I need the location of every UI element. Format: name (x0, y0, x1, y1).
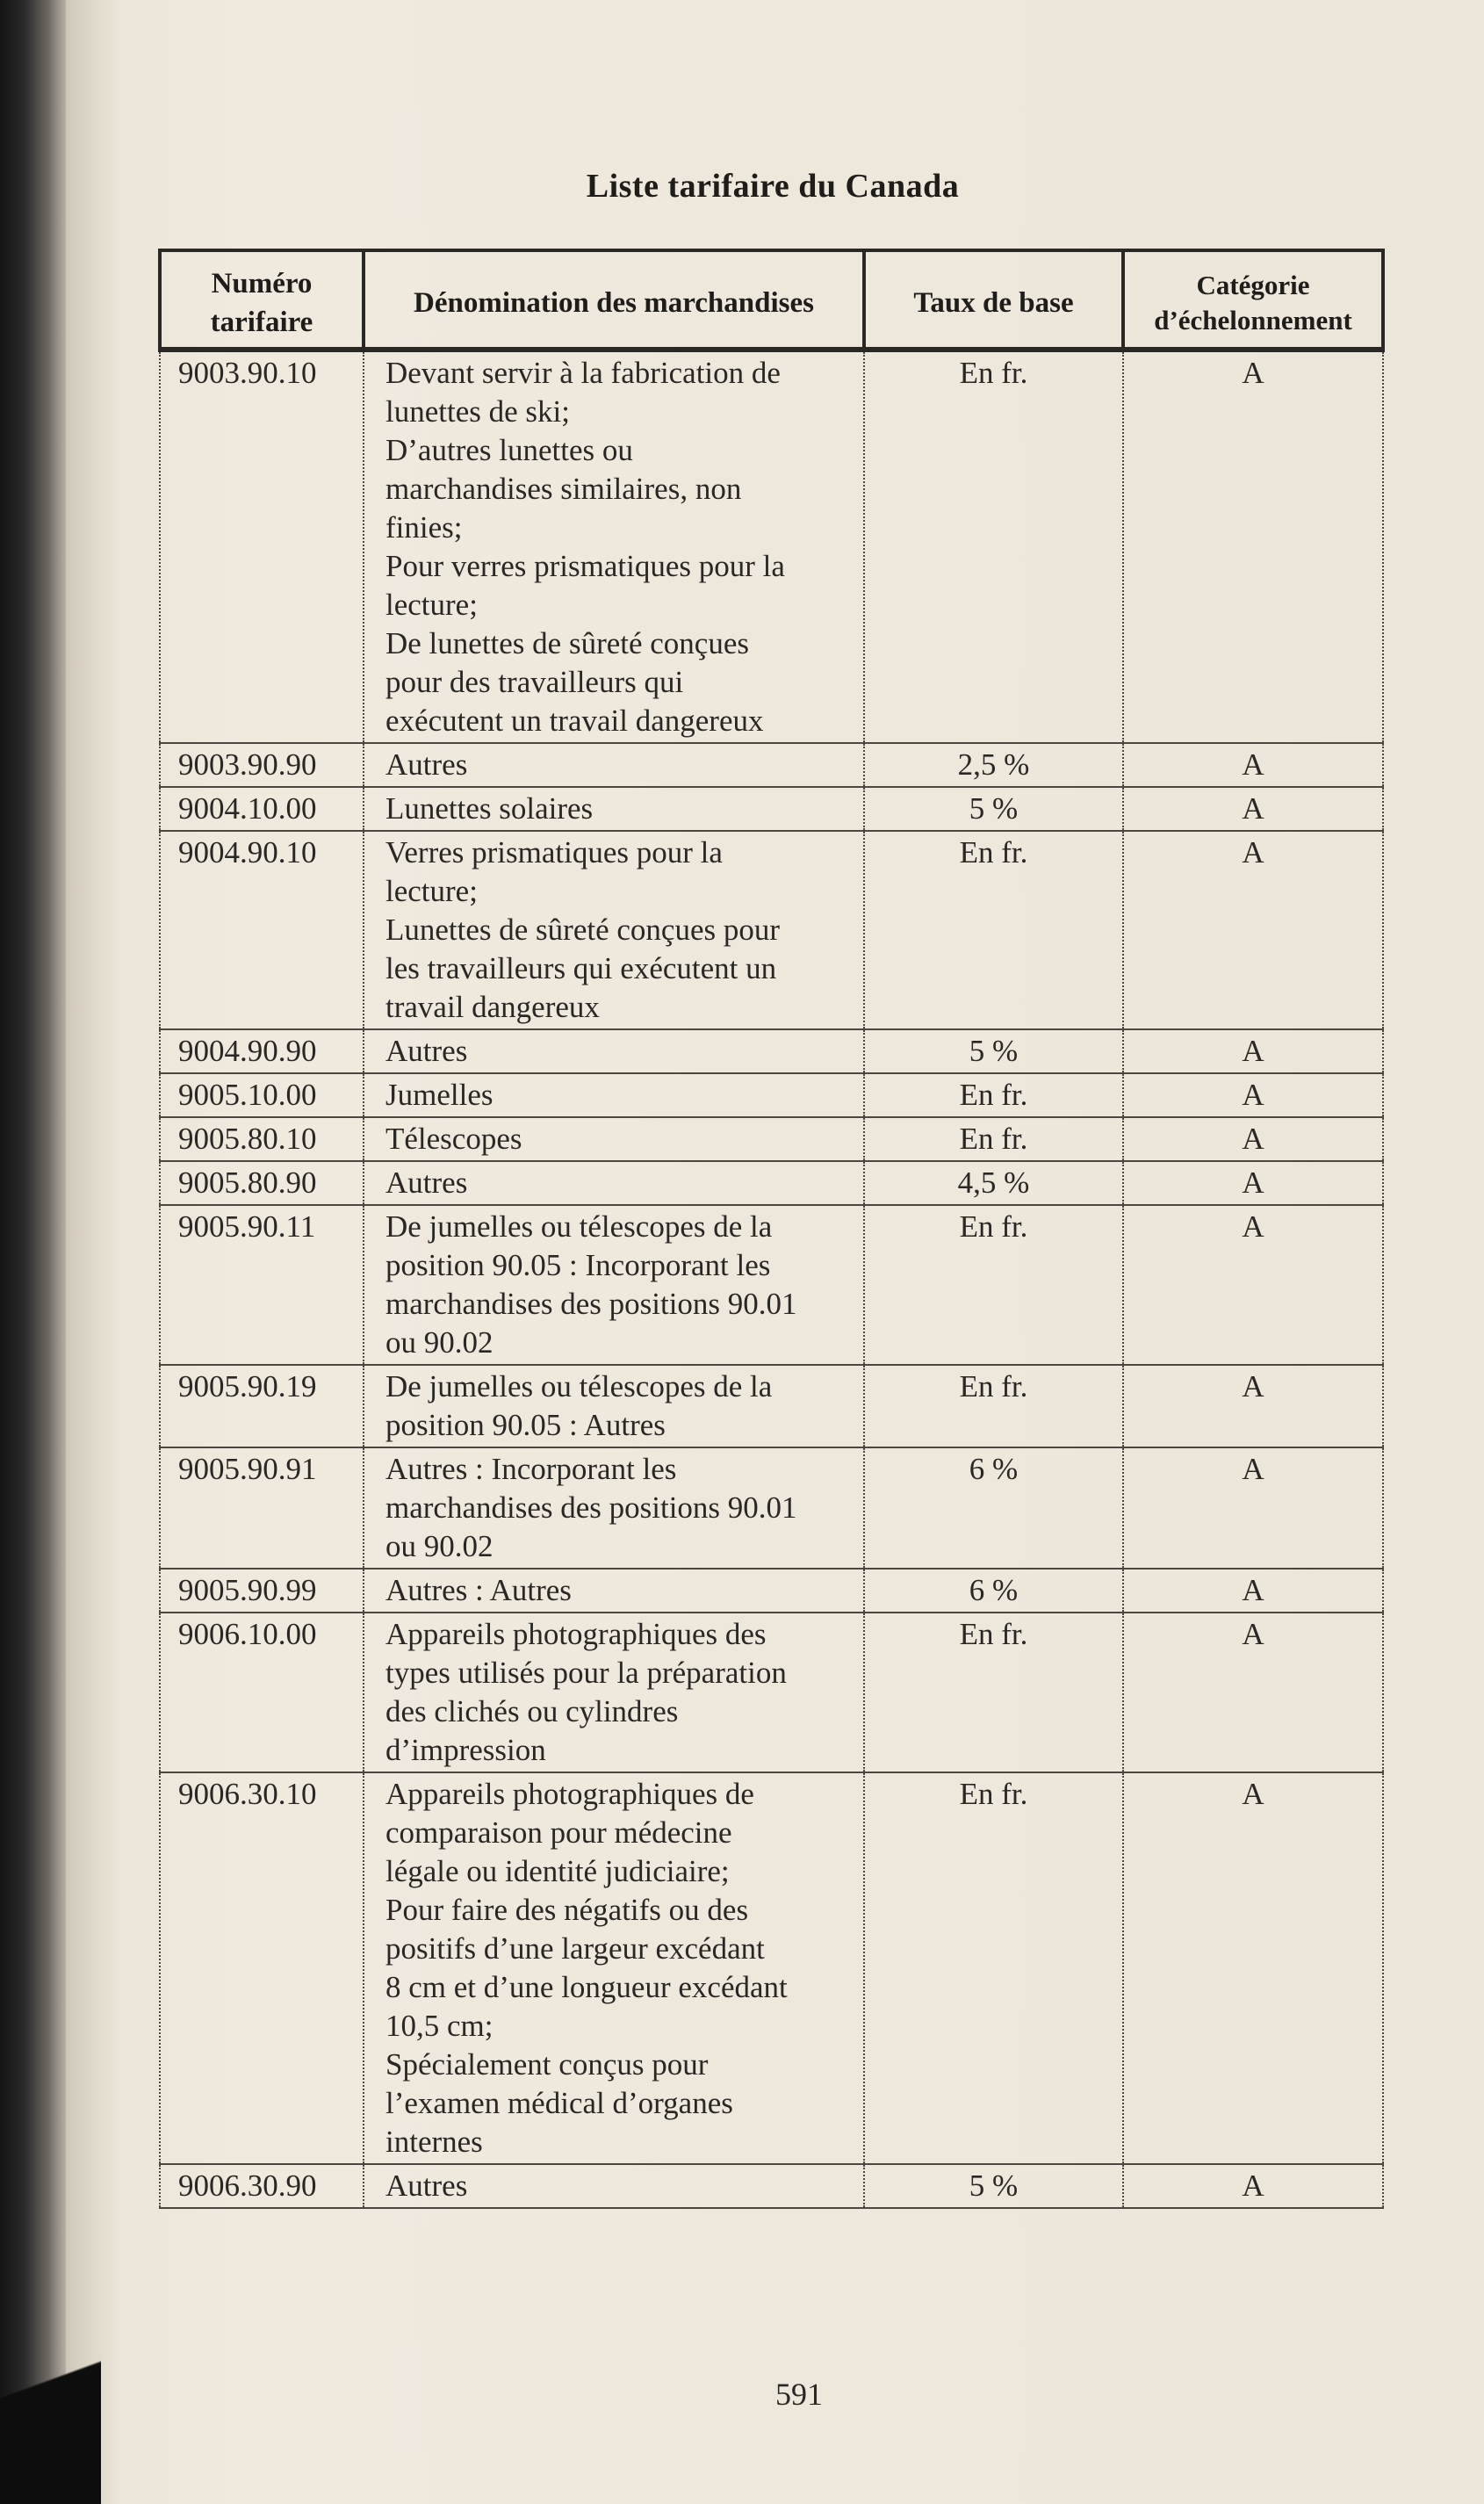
tariff-number-cell: 9005.10.00 (160, 1073, 364, 1117)
tariff-number-cell: 9005.90.91 (160, 1447, 364, 1569)
description-line: Lunettes de sûreté conçues pour (385, 913, 781, 947)
description-line: Autres (385, 2168, 468, 2203)
base-rate-cell: En fr. (864, 831, 1123, 1029)
description-cell (364, 350, 864, 743)
page-title: Liste tarifaire du Canada (586, 168, 960, 205)
tariff-number-cell: 9004.10.00 (160, 787, 364, 831)
base-rate-cell: En fr. (864, 1365, 1123, 1447)
description-line: Autres (385, 1165, 468, 1200)
header-category: Catégorie d’échelonnement (1123, 250, 1383, 350)
description-line: Pour faire des négatifs ou des (385, 1893, 749, 1927)
description-line: lunettes de ski; (385, 394, 570, 429)
description-cell (364, 1772, 864, 2164)
staging-category-cell: A (1123, 2164, 1383, 2208)
table-header-row (160, 250, 1383, 350)
description-line: ou 90.02 (385, 1529, 493, 1563)
description-line: finies; (385, 510, 463, 545)
base-rate-cell: 6 % (864, 1447, 1123, 1569)
description-cell (364, 743, 864, 787)
description-line: De jumelles ou télescopes de la (385, 1369, 773, 1404)
page-corner-shadow (0, 2301, 101, 2504)
table-row (160, 1447, 1383, 1569)
description-cell (364, 831, 864, 1029)
staging-category-cell: A (1123, 1772, 1383, 2164)
description-line: lecture; (385, 588, 478, 622)
description-line: Autres : Incorporant les (385, 1452, 677, 1486)
description-line: internes (385, 2125, 483, 2159)
description-line: exécutent un travail dangereux (385, 704, 764, 738)
staging-category-cell: A (1123, 1073, 1383, 1117)
table-row (160, 2164, 1383, 2208)
description-cell (364, 1073, 864, 1117)
description-line: pour des travailleurs qui (385, 665, 684, 699)
description-cell (364, 1569, 864, 1613)
description-cell (364, 1161, 864, 1205)
description-line: Appareils photographiques des (385, 1617, 767, 1651)
tariff-number-cell: 9005.80.10 (160, 1117, 364, 1161)
tariff-number-cell: 9004.90.10 (160, 831, 364, 1029)
description-line: des clichés ou cylindres (385, 1694, 679, 1728)
base-rate-cell: En fr. (864, 1117, 1123, 1161)
tariff-table (158, 249, 1385, 2209)
base-rate-cell: 5 % (864, 2164, 1123, 2208)
description-line: Autres (385, 1034, 468, 1068)
table-row (160, 1073, 1383, 1117)
description-line: Pour verres prismatiques pour la (385, 549, 785, 583)
tariff-number-cell: 9006.30.90 (160, 2164, 364, 2208)
description-line: travail dangereux (385, 990, 600, 1024)
base-rate-cell: En fr. (864, 1772, 1123, 2164)
table-body (160, 350, 1383, 2208)
description-line: positifs d’une largeur excédant (385, 1931, 765, 1966)
table-row (160, 1205, 1383, 1365)
description-line: Spécialement conçus pour (385, 2047, 709, 2082)
description-line: types utilisés pour la préparation (385, 1656, 787, 1690)
book-spine-shadow (0, 0, 66, 2504)
tariff-number-cell: 9004.90.90 (160, 1029, 364, 1073)
description-line: lecture; (385, 874, 478, 908)
staging-category-cell: A (1123, 831, 1383, 1029)
staging-category-cell: A (1123, 1447, 1383, 1569)
description-line: marchandises des positions 90.01 (385, 1490, 797, 1525)
description-line: d’impression (385, 1733, 546, 1767)
description-cell (364, 1029, 864, 1073)
table-row (160, 1029, 1383, 1073)
table-row (160, 1772, 1383, 2164)
description-cell (364, 2164, 864, 2208)
header-description: Dénomination des marchandises (364, 250, 864, 350)
description-line: Appareils photographiques de (385, 1777, 754, 1811)
table-row (160, 831, 1383, 1029)
staging-category-cell: A (1123, 1161, 1383, 1205)
staging-category-cell: A (1123, 743, 1383, 787)
description-line: De jumelles ou télescopes de la (385, 1209, 773, 1244)
description-line: comparaison pour médecine (385, 1815, 732, 1850)
description-line: Verres prismatiques pour la (385, 835, 723, 870)
base-rate-cell: 5 % (864, 787, 1123, 831)
description-line: Autres : Autres (385, 1573, 572, 1607)
description-line: marchandises similaires, non (385, 472, 742, 506)
table-row (160, 1365, 1383, 1447)
staging-category-cell: A (1123, 1029, 1383, 1073)
table-row (160, 1161, 1383, 1205)
tariff-number-cell: 9005.80.90 (160, 1161, 364, 1205)
staging-category-cell: A (1123, 350, 1383, 743)
description-line: l’examen médical d’organes (385, 2086, 733, 2120)
header-number: Numéro tarifaire (160, 250, 364, 350)
tariff-number-cell: 9005.90.11 (160, 1205, 364, 1365)
description-cell (364, 1117, 864, 1161)
tariff-number-cell: 9006.30.10 (160, 1772, 364, 2164)
table-row (160, 1613, 1383, 1772)
staging-category-cell: A (1123, 1117, 1383, 1161)
description-cell (364, 1365, 864, 1447)
table-row (160, 350, 1383, 743)
description-line: ou 90.02 (385, 1325, 493, 1360)
description-line: Télescopes (385, 1122, 522, 1156)
description-line: D’autres lunettes ou (385, 433, 633, 467)
description-line: 10,5 cm; (385, 2009, 493, 2043)
table-row (160, 743, 1383, 787)
description-line: les travailleurs qui exécutent un (385, 951, 777, 985)
description-line: De lunettes de sûreté conçues (385, 626, 750, 660)
staging-category-cell: A (1123, 1569, 1383, 1613)
staging-category-cell: A (1123, 787, 1383, 831)
description-cell (364, 1205, 864, 1365)
description-line: Jumelles (385, 1078, 493, 1112)
description-cell (364, 1613, 864, 1772)
description-cell (364, 1447, 864, 1569)
page-number: 591 (775, 2377, 823, 2412)
description-line: Lunettes solaires (385, 791, 594, 826)
base-rate-cell: 4,5 % (864, 1161, 1123, 1205)
base-rate-cell: En fr. (864, 1613, 1123, 1772)
tariff-number-cell: 9005.90.99 (160, 1569, 364, 1613)
base-rate-cell: En fr. (864, 350, 1123, 743)
base-rate-cell: En fr. (864, 1205, 1123, 1365)
description-cell (364, 787, 864, 831)
base-rate-cell: 2,5 % (864, 743, 1123, 787)
description-line: marchandises des positions 90.01 (385, 1287, 797, 1321)
base-rate-cell: 5 % (864, 1029, 1123, 1073)
description-line: position 90.05 : Autres (385, 1408, 666, 1442)
tariff-number-cell: 9003.90.90 (160, 743, 364, 787)
description-line: Devant servir à la fabrication de (385, 356, 781, 390)
description-line: 8 cm et d’une longueur excédant (385, 1970, 788, 2004)
header-rate: Taux de base (864, 250, 1123, 350)
tariff-number-cell: 9006.10.00 (160, 1613, 364, 1772)
staging-category-cell: A (1123, 1613, 1383, 1772)
base-rate-cell: 6 % (864, 1569, 1123, 1613)
staging-category-cell: A (1123, 1205, 1383, 1365)
base-rate-cell: En fr. (864, 1073, 1123, 1117)
description-line: position 90.05 : Incorporant les (385, 1248, 771, 1282)
tariff-number-cell: 9005.90.19 (160, 1365, 364, 1447)
table-row (160, 1569, 1383, 1613)
staging-category-cell: A (1123, 1365, 1383, 1447)
tariff-number-cell: 9003.90.10 (160, 350, 364, 743)
description-line: légale ou identité judiciaire; (385, 1854, 730, 1888)
table-row (160, 1117, 1383, 1161)
table-row (160, 787, 1383, 831)
description-line: Autres (385, 747, 468, 782)
